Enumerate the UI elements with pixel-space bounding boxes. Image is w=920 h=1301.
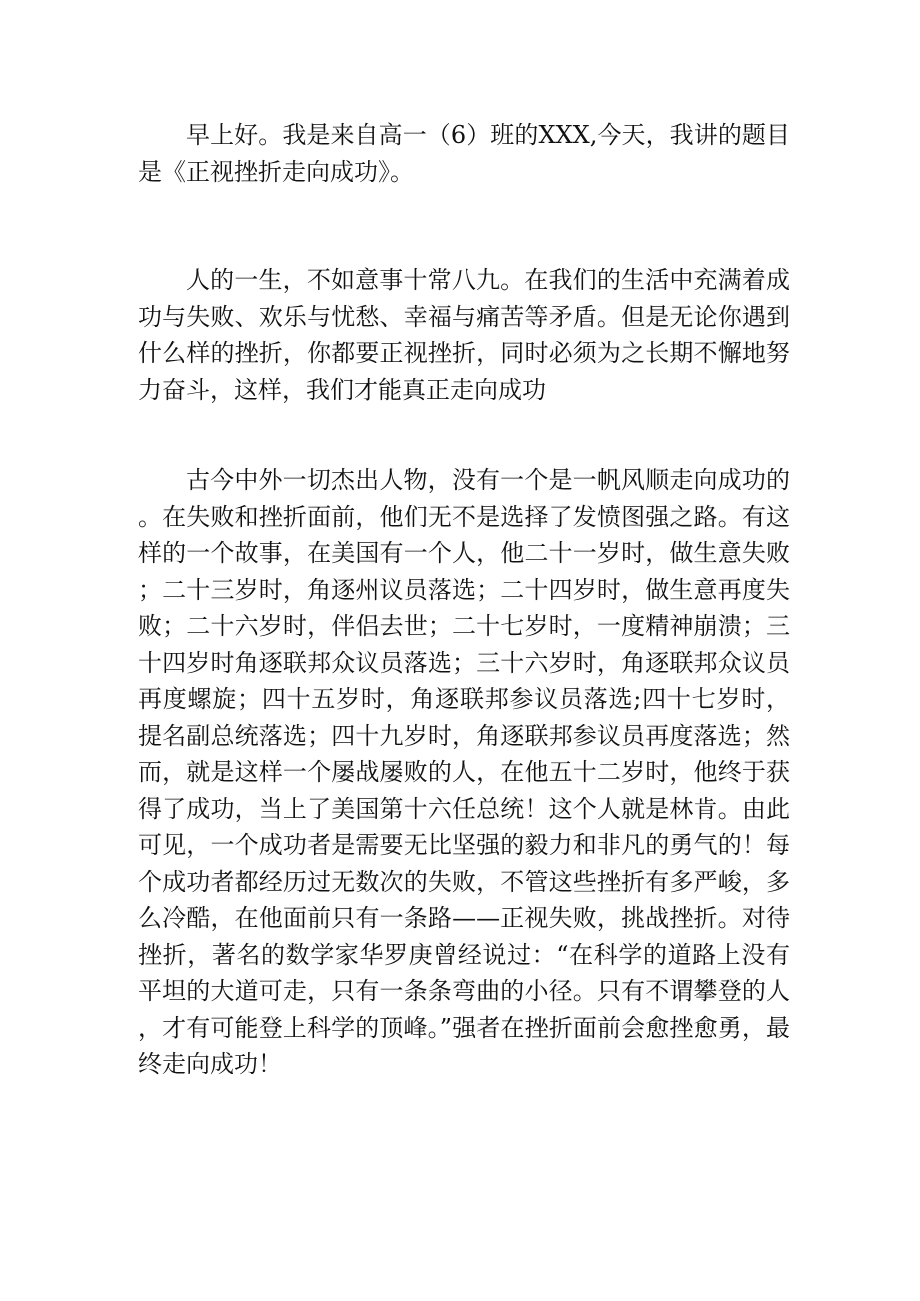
paragraph-lincoln-story: 古今中外一切杰出人物，没有一个是一帆风顺走向成功的。在失败和挫折面前，他们无不是选择了发愤图强之路。有这样的一个故事，在美国有一个人，他二十一岁时，做生意失败；二十三岁时，角逐州议员落选；二十四岁时，做生意再度失败；二十六岁时，伴侣去世；二十七岁时，一度精神崩溃；三十四岁时角逐联邦众议员落选；三十六岁时，角逐联邦众议员再度螺旋；四十五岁时，角逐联邦参议员落选;四十七岁时，提名副总统落选；四十九岁时，角逐联邦参议员再度落选；然而，就是这样一个屡战屡败的人，在他五十二岁时，他终于获得了成功，当上了美国第十六任总统！这个人就是林肯。由此可见，一个成功者是需要无比坚强的毅力和非凡的勇气的！每个成功者都经历过无数次的失败，不管这些挫折有多严峻，多么冷酷，在他面前只有一条路——正视失败，挑战挫折。对待挫折，著名的数学家华罗庚曾经说过：“在科学的道路上没有平坦的大道可走，只有一条条弯曲的小径。只有不谓攀登的人，才有可能登上科学的顶峰。”强者在挫折面前会愈挫愈勇，最终走向成功！ — [138, 466, 790, 1078]
paragraph-life-setbacks: 人的一生，不如意事十常八九。在我们的生活中充满着成功与失败、欢乐与忧愁、幸福与痛苦等矛盾。但是无论你遇到什么样的挫折，你都要正视挫折，同时必须为之长期不懈地努力奋斗，这样，我们才能真正走向成功 — [138, 266, 790, 404]
paragraph-greeting: 早上好。我是来自高一（6）班的XXX,今天，我讲的题目是《正视挫折走向成功》。 — [138, 121, 790, 186]
